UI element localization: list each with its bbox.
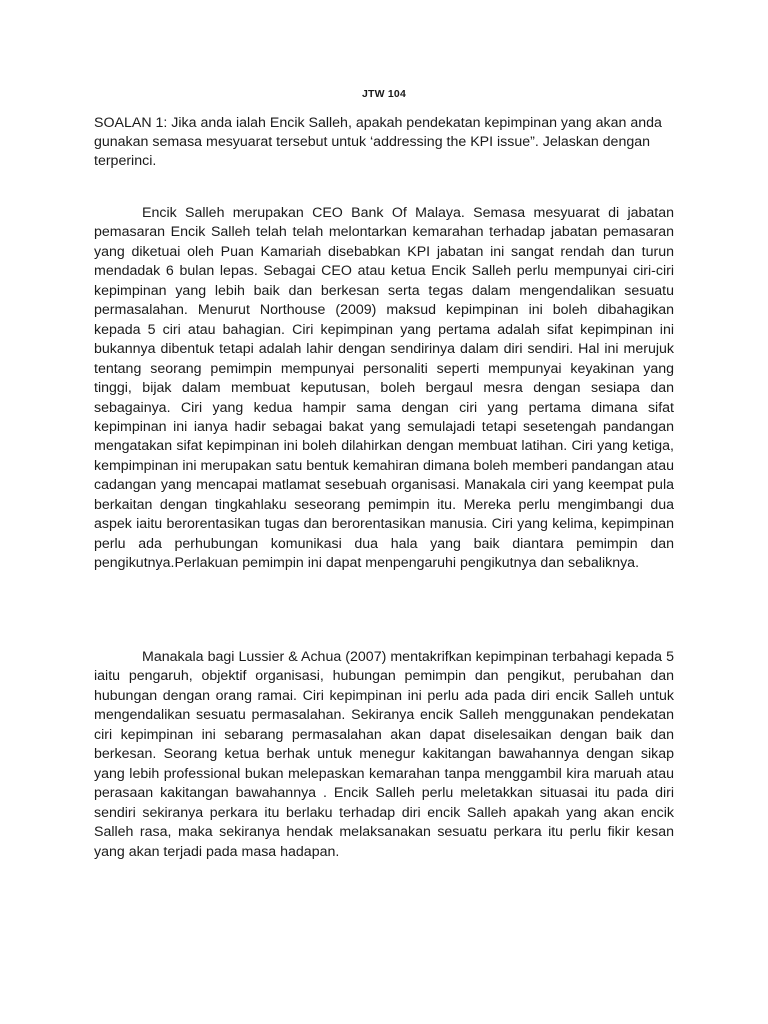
paragraph-2: Manakala bagi Lussier & Achua (2007) mentakrifkan kepimpinan terbahagi kepada 5 iaitu pengaruh, objektif organisasi, hubungan pemimpin dan pengikut, perubahan dan hubungan dengan orang ramai. Ciri kepimpinan ini perlu ada pada diri encik Salleh untuk mengendalikan sesuatu permasalahan. Sekiranya encik Salleh menggunakan pendekatan ciri kepimpinan ini sebarang permasalahan akan dapat diselesaikan dengan baik dan berkesan. Seorang ketua berhak untuk menegur kakitangan bawahannya dengan sikap yang lebih professional bukan melepaskan kemarahan tanpa menggambil kira maruah atau perasaan kakitangan bawahannya . Encik Salleh perlu meletakkan situasai itu pada diri sendiri sekiranya perkara itu berlaku terhadap diri encik Salleh apakah yang akan encik Salleh rasa, maka sekiranya hendak melaksanakan sesuatu perkara itu perlu fikir kesan yang akan terjadi pada masa hadapan. — [94, 649, 674, 860]
question-text: SOALAN 1: Jika anda ialah Encik Salleh, apakah pendekatan kepimpinan yang akan anda gunakan semasa mesyuarat tersebut untuk ‘addressing the KPI issue”. Jelaskan dengan terperinci. — [94, 115, 662, 169]
document-heading: JTW 104 — [362, 88, 406, 100]
paragraph-1: Encik Salleh merupakan CEO Bank Of Malaya. Semasa mesyuarat di jabatan pemasaran Encik Salleh telah telah melontarkan kemarahan terhadap jabatan pemasaran yang diketuai oleh Puan Kamariah disebabkan KPI jabatan ini sangat rendah dan turun mendadak 6 bulan lepas. Sebagai CEO atau ketua Encik Salleh perlu mempunyai ciri-ciri kepimpinan yang lebih baik dan berkesan serta tegas dalam mengendalikan sesuatu permasalahan. Menurut Northouse (2009) maksud kepimpinan ini boleh dibahagikan kepada 5 ciri atau bahagian. Ciri kepimpinan yang pertama adalah sifat kepimpinan ini bukannya dibentuk tetapi adalah lahir dengan sendirinya dalam diri sendiri. Hal ini merujuk tentang seorang pemimpin mempunyai personaliti seperti mempunyai keyakinan yang tinggi, bijak dalam membuat keputusan, boleh bergaul mesra dengan sesiapa dan sebagainya. Ciri yang kedua hampir sama dengan ciri yang pertama dimana sifat kepimpinan ini ianya hadir sebagai bakat yang semulajadi tetapi sesetengah pandangan mengatakan sifat kepimpinan ini boleh dilahirkan dengan membuat latihan. Ciri yang ketiga, kempimpinan ini merupakan satu bentuk kemahiran dimana boleh memberi pandangan atau cadangan yang mencapai matlamat sesebuah organisasi. Manakala ciri yang keempat pula berkaitan dengan tingkahlaku seseorang pemimpin itu. Mereka perlu mengimbangi dua aspek iaitu berorentasikan tugas dan berorentasikan manusia. Ciri yang kelima, kepimpinan perlu ada perhubungan komunikasi dua hala yang baik diantara pemimpin dan pengikutnya.Perlakuan pemimpin ini dapat menpengaruhi pengikutnya dan sebaliknya. — [94, 205, 674, 572]
